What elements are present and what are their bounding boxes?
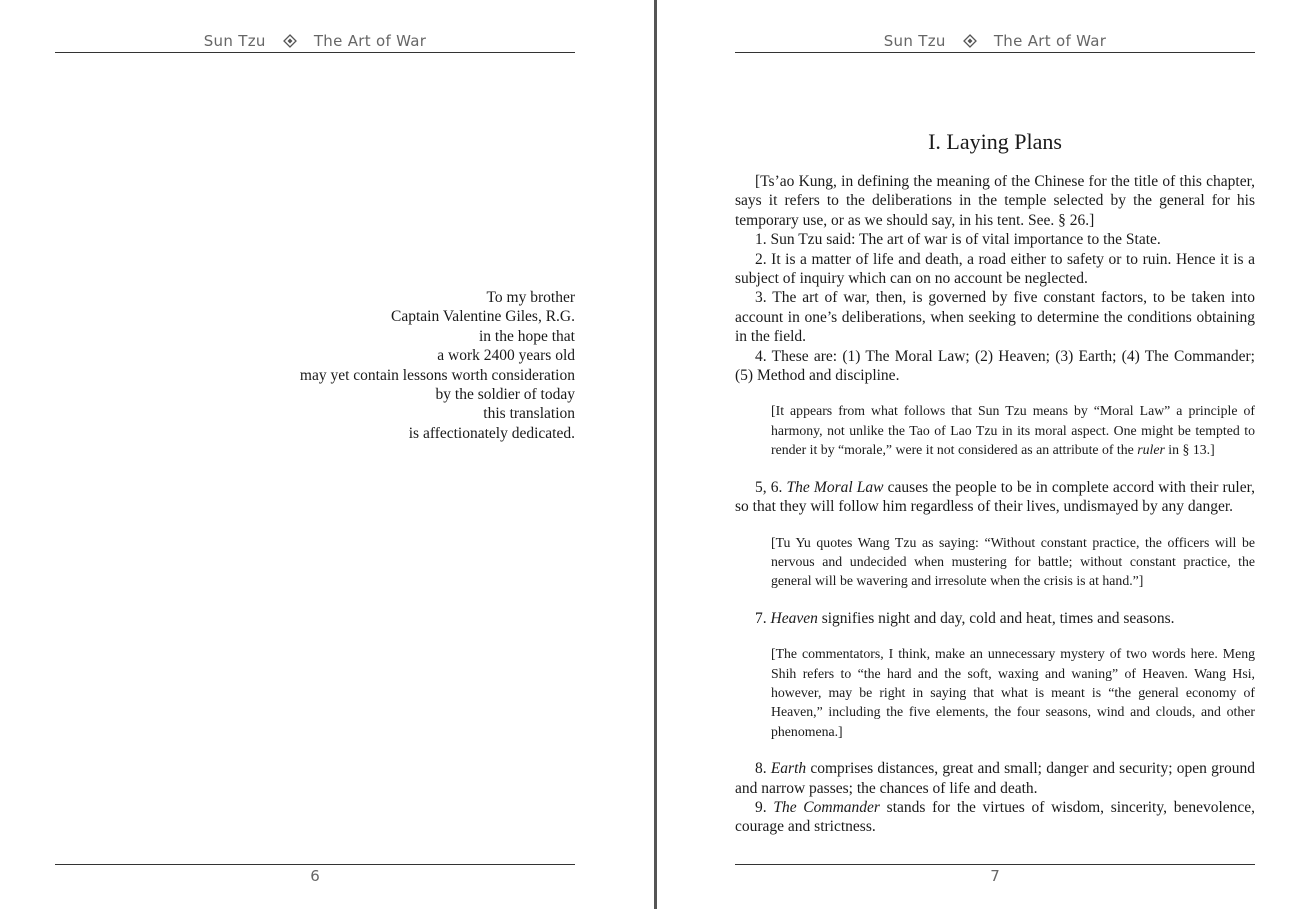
footer-rule <box>735 864 1255 865</box>
dedication-line: this translation <box>483 405 575 423</box>
paragraph-3: 3. The art of war, then, is governed by five constant factors, to be taken into account in one’s deliberations, when seeking to determine the conditions obtaining in the field. <box>735 289 1255 346</box>
running-head <box>55 30 575 53</box>
commentary-note-1 <box>771 401 1255 459</box>
page-number: 6 <box>310 867 320 885</box>
footer-rule <box>55 864 575 865</box>
term-emphasis: Heaven <box>770 609 818 627</box>
running-head-author: Sun Tzu <box>203 32 266 50</box>
running-head-author: Sun Tzu <box>883 32 946 50</box>
diamond-ornament-icon <box>283 32 297 54</box>
paragraph-text: stands for the virtues of wisdom, sincerity, benevolence, courage and strictness. <box>735 798 1256 836</box>
dedication-line: in the hope that <box>479 327 575 345</box>
paragraph-8 <box>735 759 1255 798</box>
paragraph-1: 1. Sun Tzu said: The art of war is of vital importance to the State. <box>755 231 1161 249</box>
paragraph-text: causes the people to be in complete accord with their ruler, so that they will follow him regardless of their lives, undismayed by any danger. <box>735 478 1256 516</box>
paragraph-text: comprises distances, great and small; danger and security; open ground and narrow passes; the chances of life and death. <box>735 760 1256 797</box>
commentary-note-3 <box>771 644 1255 741</box>
right-page <box>657 0 1311 909</box>
paragraph-7 <box>735 609 1255 628</box>
dedication-line: Captain Valentine Giles, R.G. <box>391 308 575 326</box>
note-emphasis: ruler <box>1137 442 1165 458</box>
chapter-body <box>735 128 1255 837</box>
paragraph-9 <box>735 798 1255 837</box>
left-page <box>0 0 654 909</box>
dedication-line: To my brother <box>486 289 575 306</box>
dedication-line: a work 2400 years old <box>437 347 575 365</box>
paragraph-number: 8. <box>755 760 771 778</box>
note-text: [The commentators, I think, make an unnecessary mystery of two words here. Meng Shih refers to “the hard and the soft, waxing and waning” of Heaven. Wang Hsi, however, may be right in saying that what is meant is “the general economy of Heaven,” including the five elements, the four seasons, wind and clouds, and other phenomena.] <box>771 646 1255 739</box>
commentary-note-2 <box>771 533 1255 591</box>
dedication-line: may yet contain lessons worth consideration <box>299 366 575 384</box>
term-emphasis: The Moral Law <box>786 478 884 496</box>
chapter-title: I. Laying Plans <box>928 129 1062 154</box>
intro-paragraph: [Ts’ao Kung, in defining the meaning of the Chinese for the title of this chapter, says it refers to the deliberations in the temple selected by the general for his temporary use, or as we should say, in his tent. See. § 26.] <box>735 173 1255 229</box>
note-text: [Tu Yu quotes Wang Tzu as saying: “Without constant practice, the officers will be nervous and undecided when mustering for battle; without constant practice, the general will be wavering and irresolute when the crisis is at hand.”] <box>771 534 1255 589</box>
dedication-line: by the soldier of today <box>435 386 575 404</box>
paragraph-2: 2. It is a matter of life and death, a road either to safety or to ruin. Hence it is a subject of inquiry which can on no account be neglected. <box>735 250 1255 288</box>
paragraph-5-6 <box>735 478 1255 517</box>
page-number: 7 <box>990 867 1000 885</box>
running-head-title: The Art of War <box>313 32 427 50</box>
dedication-line: is affectionately dedicated. <box>408 424 575 442</box>
paragraph-number: 5, 6. <box>755 478 787 496</box>
running-head-title: The Art of War <box>993 32 1107 50</box>
term-emphasis: The Commander <box>773 798 880 816</box>
diamond-ornament-icon <box>963 32 977 54</box>
paragraph-number: 7. <box>755 609 771 627</box>
dedication <box>175 288 575 443</box>
paragraph-text: signifies night and day, cold and heat, times and seasons. <box>817 609 1175 627</box>
running-head <box>735 30 1255 53</box>
paragraph-number: 9. <box>755 798 774 816</box>
term-emphasis: Earth <box>770 760 807 778</box>
note-text: [It appears from what follows that Sun Tzu means by “Moral Law” a principle of harmony, not unlike the Tao of Lao Tzu in its moral aspect. One might be tempted to render it by “morale,” were it not considered as an attribute of the <box>771 403 1255 458</box>
note-text: in § 13.] <box>1164 442 1215 458</box>
paragraph-4: 4. These are: (1) The Moral Law; (2) Heaven; (3) Earth; (4) The Commander; (5) Method and discipline. <box>735 347 1255 385</box>
